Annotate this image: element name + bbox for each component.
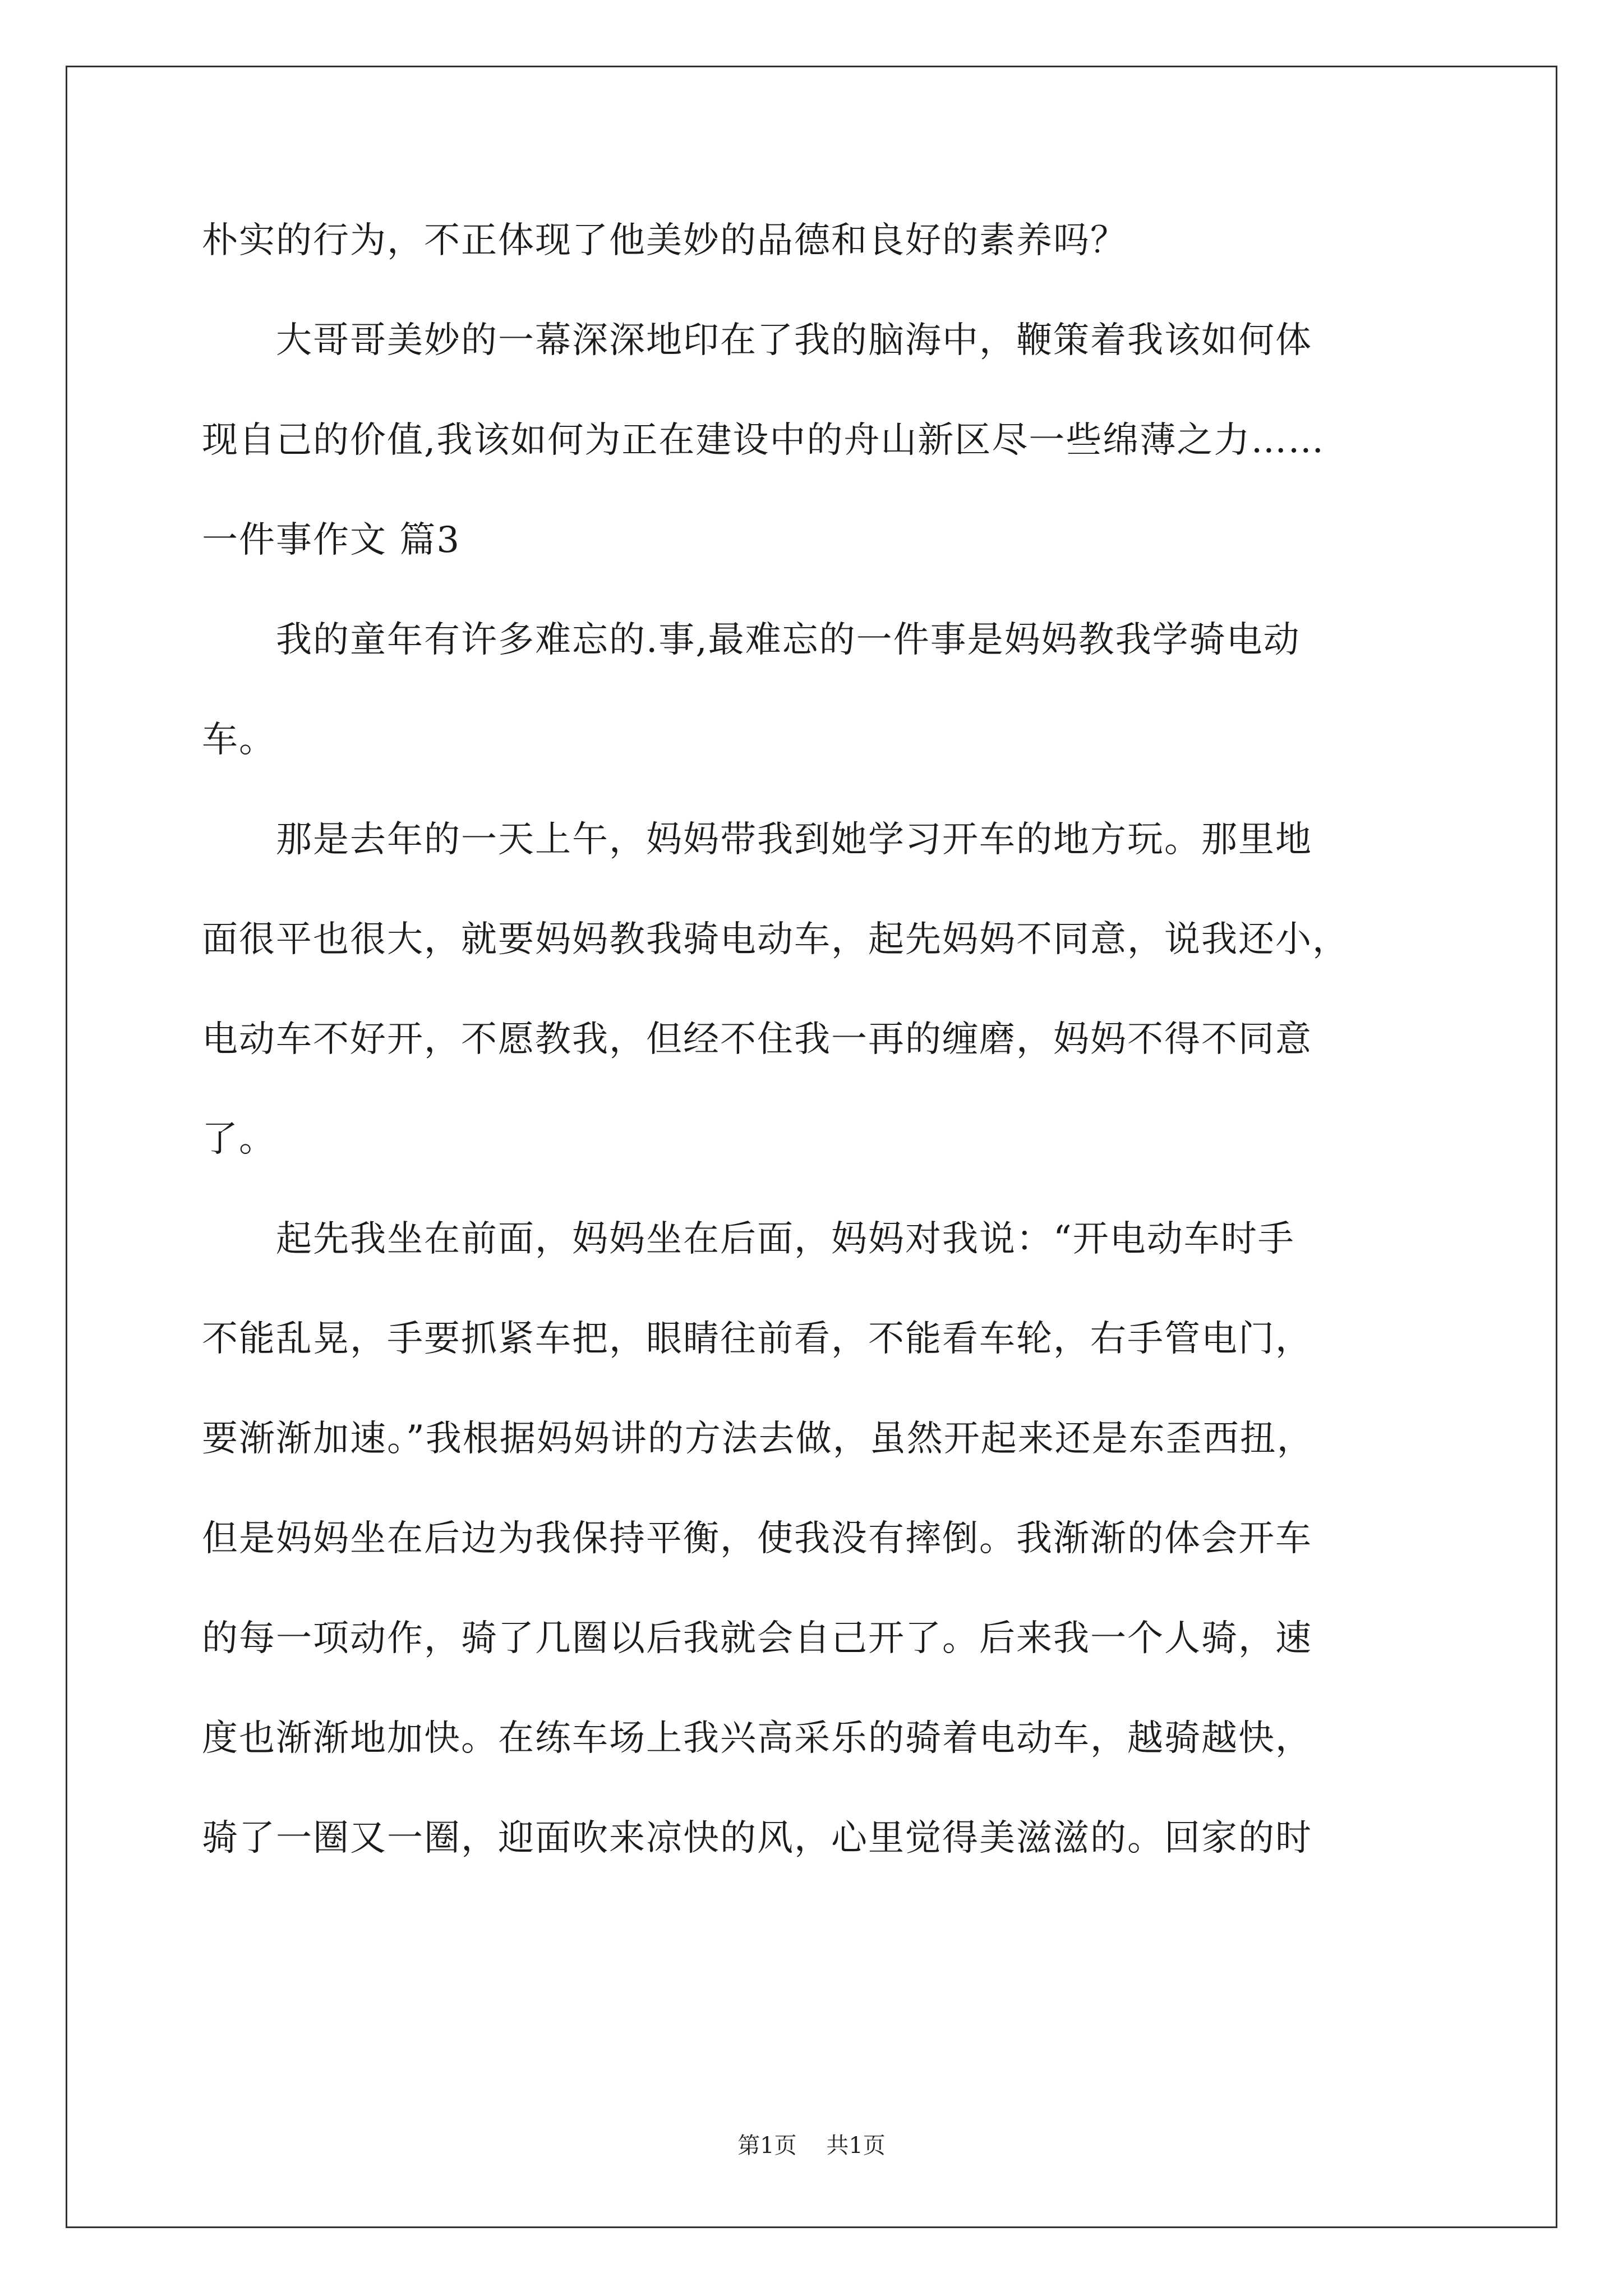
total-pages: 共1页 [826,2133,886,2159]
text-line: 车。 [202,719,276,761]
section-heading: 一件事作文 篇3 [202,519,461,561]
text-line: 电动车不好开，不愿教我，但经不住我一再的缠磨，妈妈不得不同意 [202,1019,1312,1060]
text-line: 度也渐渐地加快。在练车场上我兴高采乐的骑着电动车，越骑越快， [202,1718,1312,1759]
text-line: 的每一项动作，骑了几圈以后我就会自己开了。后来我一个人骑，速 [202,1618,1312,1659]
page-number: 第1页 [737,2133,797,2159]
text-line: 但是妈妈坐在后边为我保持平衡，使我没有摔倒。我渐渐的体会开车 [202,1518,1312,1559]
text-line: 要渐渐加速。”我根据妈妈讲的方法去做，虽然开起来还是东歪西扭， [202,1418,1314,1460]
text-line: 朴实的行为，不正体现了他美妙的品德和良好的素养吗？ [202,220,1127,261]
text-line: 我的童年有许多难忘的.事,最难忘的一件事是妈妈教我学骑电动 [276,619,1301,661]
text-line: 不能乱晃，手要抓紧车把，眼睛往前看，不能看车轮，右手管电门， [202,1318,1312,1360]
document-body [202,191,1436,1888]
text-line: 了。 [202,1119,276,1160]
text-line: 起先我坐在前面，妈妈坐在后面，妈妈对我说：“开电动车时手 [276,1218,1295,1260]
text-line: 大哥哥美妙的一幕深深地印在了我的脑海中，鞭策着我该如何体 [276,320,1312,361]
text-line: 骑了一圈又一圈，迎面吹来凉快的风，心里觉得美滋滋的。回家的时 [202,1818,1312,1859]
page-footer [0,2129,1623,2162]
text-line: 面很平也很大，就要妈妈教我骑电动车，起先妈妈不同意，说我还小， [202,919,1349,960]
text-line: 现自己的价值,我该如何为正在建设中的舟山新区尽一些绵薄之力…… [202,420,1325,461]
text-line: 那是去年的一天上午，妈妈带我到她学习开车的地方玩。那里地 [276,819,1312,861]
